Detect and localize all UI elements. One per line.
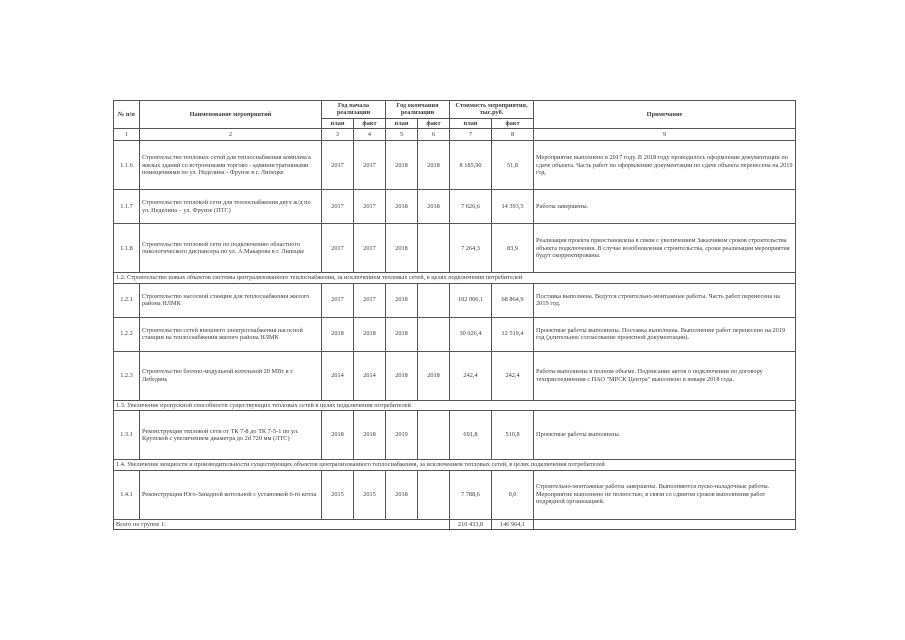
row-start-fact: 2017 [354,224,386,273]
row-end-plan: 2018 [386,224,418,273]
row-name: Реконструкция Юго-Западной котельной с установкой 6-го котла [140,470,322,519]
row-cost-fact: 510,8 [492,411,534,460]
subheader-fact: факт [354,118,386,128]
row-end-fact [418,224,450,273]
row-end-plan: 2018 [386,190,418,224]
row-note: Реализация проекта приостановлена в связи с увеличением Заказчиком сроков строительства объекта подключения. В случае возобновления строительства, сроки реализации мероприятия будут скорректированы. [534,224,796,273]
row-num: 1.2.2 [114,317,140,351]
row-start-plan: 2014 [322,351,354,400]
row-start-plan: 2017 [322,224,354,273]
row-cost-plan: 8 185,90 [450,141,492,190]
row-end-fact [418,283,450,317]
header-cost: Стоимость мероприятия, тыс.руб. [450,101,534,119]
header-note: Примечание [534,101,796,129]
row-start-plan: 2017 [322,190,354,224]
row-cost-fact: 0,0 [492,470,534,519]
row-note: Проектные работы выполнены. Поставка выполнена. Выполнение работ перенесено на 2019 год (длительное согласование проектной документации). [534,317,796,351]
section-title: 1.2. Строительство новых объектов системы централизованного теплоснабжения, за исключением тепловых сетей, в целях подключения потребителей [114,273,796,283]
row-cost-fact: 68 864,9 [492,283,534,317]
table-row [114,317,796,351]
table-row [114,224,796,273]
row-end-plan: 2018 [386,351,418,400]
row-cost-plan: 102 006,1 [450,283,492,317]
row-start-fact: 2018 [354,411,386,460]
row-start-fact: 2014 [354,351,386,400]
subheader-plan: план [322,118,354,128]
row-start-fact: 2017 [354,283,386,317]
table-row [114,470,796,519]
column-index: 6 [418,129,450,141]
row-end-plan: 2018 [386,470,418,519]
table-row [114,283,796,317]
section-title: 1.4. Увеличение мощности и производительности существующих объектов централизованного теплоснабжения, за исключением тепловых сетей, в целях подключения потребителей [114,460,796,470]
row-num: 1.1.6 [114,141,140,190]
column-index: 1 [114,129,140,141]
row-end-plan: 2019 [386,411,418,460]
column-index: 8 [492,129,534,141]
column-index: 9 [534,129,796,141]
total-cost-fact: 146 964,1 [492,519,534,529]
row-name: Строительство тепловых сетей для теплоснабжения комплекса жилых зданий со встроенными торгово - административными помещениями по ул. Неделина - Фрунзе в г. Липецке [140,141,322,190]
row-cost-fact: 12 519,4 [492,317,534,351]
row-num: 1.4.1 [114,470,140,519]
row-start-fact: 2017 [354,141,386,190]
row-cost-plan: 691,8 [450,411,492,460]
total-note-empty [534,519,796,529]
header-end-year: Год окончания реализации [386,101,450,119]
row-start-fact: 2017 [354,190,386,224]
column-index: 2 [140,129,322,141]
row-name: Строительство сетей внешнего электроснабжения насосной станции на теплоснабжения жилого района НЛМК [140,317,322,351]
row-end-fact: 2018 [418,141,450,190]
row-note: Работы выполнены в полном объеме. Подписание актов о подключении по договору техприсоединения с ПАО "МРСК Центра" выполнено в январе 2018 года. [534,351,796,400]
column-index: 3 [322,129,354,141]
row-cost-fact: 83,9 [492,224,534,273]
subheader-plan: план [386,118,418,128]
column-index: 5 [386,129,418,141]
row-num: 1.1.8 [114,224,140,273]
row-name: Строительство тепловой сети для теплоснабжения двух ж/д по ул. Неделина – ул. Фрунзе (ПТС) [140,190,322,224]
row-note: Мероприятие выполнено в 2017 году. В 2018 году проводилось оформление документации по сдаче объекта. Часть работ по оформлению документации по сдаче объекта перенесена на 2019 год. [534,141,796,190]
subheader-fact: факт [492,118,534,128]
row-name: Строительство насосной станции для теплоснабжения жилого района НЛМК [140,283,322,317]
header-name: Наименование мероприятий [140,101,322,129]
row-num: 1.2.3 [114,351,140,400]
header-row [114,101,796,119]
row-cost-plan: 30 026,4 [450,317,492,351]
row-end-plan: 2018 [386,141,418,190]
row-cost-plan: 242,4 [450,351,492,400]
row-name: Строительство тепловой сети по подключению областного онкологического диспансера по ул. А.Макарова в г. Липецке [140,224,322,273]
row-num: 1.2.1 [114,283,140,317]
report-table [113,100,796,530]
row-start-fact: 2015 [354,470,386,519]
table-row [114,351,796,400]
row-num: 1.3.1 [114,411,140,460]
total-cost-plan: 210 433,8 [450,519,492,529]
column-index: 4 [354,129,386,141]
row-end-plan: 2018 [386,283,418,317]
row-end-fact: 2018 [418,190,450,224]
row-start-fact: 2018 [354,317,386,351]
row-cost-fact: 14 393,5 [492,190,534,224]
row-note: Поставка выполнена. Ведутся строительно-монтажные работы. Часть работ перенесена на 2019 год. [534,283,796,317]
section-title: 1.3. Увеличение пропускной способности существующих тепловых сетей в целях подключения потребителей [114,400,796,410]
section-header-row [114,460,796,470]
section-header-row [114,400,796,410]
column-index-row [114,129,796,141]
table-row [114,411,796,460]
row-name: Реконструкция тепловой сети от ТК 7-8 до ТК 7-5-1 по ул. Крупской с увеличением диаметра до 2d 720 мм (ЛТС) [140,411,322,460]
row-note: Работы завершены. [534,190,796,224]
row-note: Строительно-монтажные работы завершены. Выполняются пуско-наладочные работы. Мероприятие выполнено не полностью, в связи со сдвигом сроков выполнения работ подрядной организацией. [534,470,796,519]
row-start-plan: 2018 [322,411,354,460]
total-row [114,519,796,529]
table-row [114,190,796,224]
subheader-plan: план [450,118,492,128]
header-start-year: Год начала реализации [322,101,386,119]
row-end-fact [418,317,450,351]
subheader-fact: факт [418,118,450,128]
column-index: 7 [450,129,492,141]
row-cost-plan: 7 788,6 [450,470,492,519]
row-cost-plan: 7 264,3 [450,224,492,273]
row-end-fact [418,411,450,460]
row-cost-fact: 242,4 [492,351,534,400]
row-note: Проектные работы выполнены. [534,411,796,460]
row-name: Строительство блочно-модульной котельной 20 МВт в г. Лебедянь [140,351,322,400]
row-start-plan: 2017 [322,141,354,190]
total-label: Всего по группе 1: [114,519,450,529]
row-start-plan: 2018 [322,317,354,351]
section-header-row [114,273,796,283]
row-start-plan: 2015 [322,470,354,519]
header-num: № п/п [114,101,140,129]
row-num: 1.1.7 [114,190,140,224]
table-row [114,141,796,190]
row-end-fact: 2018 [418,351,450,400]
row-cost-plan: 7 626,6 [450,190,492,224]
row-start-plan: 2017 [322,283,354,317]
row-end-fact [418,470,450,519]
row-end-plan: 2018 [386,317,418,351]
row-cost-fact: 51,8 [492,141,534,190]
